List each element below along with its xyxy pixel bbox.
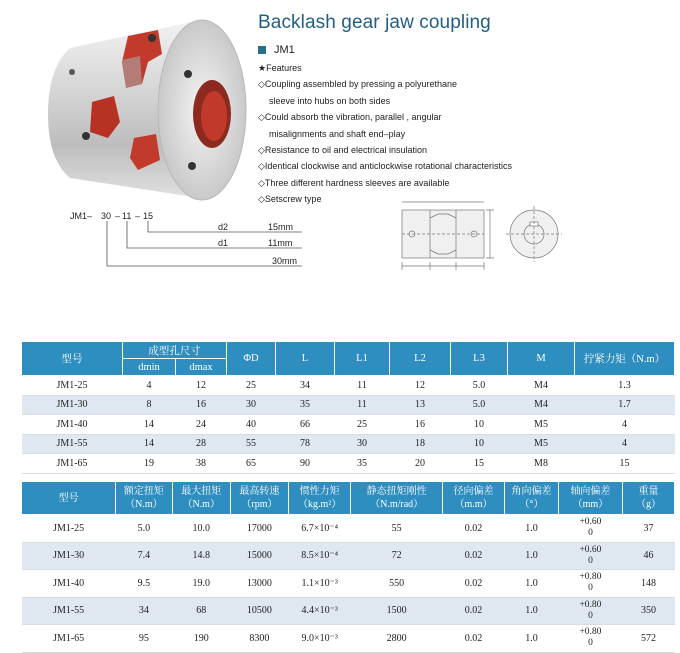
cell-weight: 572 [622, 625, 674, 653]
code-sep: – [135, 211, 141, 221]
th-angular [505, 482, 559, 515]
axial-lower: 0 [588, 528, 593, 539]
table-row [22, 434, 675, 454]
technical-drawing [382, 192, 572, 277]
cell-max: 190 [172, 625, 230, 653]
table-row [22, 625, 675, 653]
cell-dmin: 14 [123, 415, 176, 435]
cell-inertia: 6.7×10⁻⁴ [289, 515, 351, 543]
th-label: 最高转速 [239, 486, 280, 497]
code-part-2: 11 [122, 211, 132, 221]
cell-L: 90 [276, 454, 335, 474]
cell-model: JM1-25 [22, 376, 123, 396]
cell-inertia: 1.1×10⁻³ [289, 570, 351, 598]
cell-od: 55 [227, 434, 276, 454]
th-label: 径向偏差 [453, 486, 494, 497]
cell-L: 66 [276, 415, 335, 435]
code-part-1: 30 [101, 211, 112, 221]
cell-speed: 10500 [230, 597, 288, 625]
cell-L1: 11 [335, 376, 390, 396]
cell-stiff: 1500 [351, 597, 443, 625]
cell-M: M4 [508, 395, 575, 415]
cell-dmax: 16 [176, 395, 227, 415]
cell-model: JM1-40 [22, 415, 123, 435]
cell-speed: 13000 [230, 570, 288, 598]
th-unit: （g） [635, 499, 661, 510]
table-row [22, 542, 675, 570]
cell-axial [558, 597, 622, 625]
cell-rated: 9.5 [116, 570, 172, 598]
cell-dmin: 14 [123, 434, 176, 454]
th-weight [622, 482, 674, 515]
table-row [22, 376, 675, 396]
th-radial [442, 482, 504, 515]
th-L3: L3 [451, 342, 508, 376]
performance-table [21, 481, 675, 653]
cell-od: 40 [227, 415, 276, 435]
cell-dmin: 8 [123, 395, 176, 415]
code-sep: – [115, 211, 121, 221]
cell-dmin: 4 [123, 376, 176, 396]
d1-label: d1 [218, 238, 229, 248]
th-label: 惯性力矩 [299, 486, 340, 497]
cell-L3: 15 [451, 454, 508, 474]
model-square-icon [258, 46, 266, 54]
th-inertia [289, 482, 351, 515]
th-unit: （N.m） [125, 499, 163, 510]
features-heading: ★Features [258, 63, 302, 73]
cell-weight: 37 [622, 515, 674, 543]
cell-angular: 1.0 [505, 625, 559, 653]
th-unit: （mm） [572, 499, 609, 510]
cell-speed: 17000 [230, 515, 288, 543]
feature-item: ◇Three different hardness sleeves are available [258, 177, 450, 188]
cell-max: 19.0 [172, 570, 230, 598]
dimensions-table [21, 341, 675, 474]
feature-item: ◇Setscrew type [258, 194, 322, 205]
th-torque: 拧紧力矩（N.m） [575, 342, 675, 376]
cell-L3: 5.0 [451, 395, 508, 415]
cell-dmax: 24 [176, 415, 227, 435]
th-rated-torque [116, 482, 172, 515]
cell-L1: 30 [335, 434, 390, 454]
cell-torque: 4 [575, 415, 675, 435]
cell-inertia: 8.5×10⁻⁴ [289, 542, 351, 570]
cell-stiff: 550 [351, 570, 443, 598]
cell-M: M4 [508, 376, 575, 396]
axial-upper: +0.60 [579, 544, 602, 555]
cell-angular: 1.0 [505, 515, 559, 543]
table-row [22, 597, 675, 625]
cell-angular: 1.0 [505, 542, 559, 570]
th-unit: （N.m/rad） [370, 499, 424, 510]
cell-L1: 11 [335, 395, 390, 415]
order-code-diagram [70, 208, 330, 278]
axial-lower: 0 [588, 638, 593, 649]
cell-M: M5 [508, 415, 575, 435]
feature-item: misalignments and shaft end–play [269, 128, 406, 139]
axial-upper: +0.80 [579, 627, 602, 638]
cell-L2: 13 [390, 395, 451, 415]
th-bore: 成型孔尺寸 [123, 342, 227, 359]
code-prefix: JM1– [70, 211, 93, 221]
cell-weight: 46 [622, 542, 674, 570]
cell-M: M5 [508, 434, 575, 454]
th-unit: （rpm） [241, 499, 278, 510]
cell-L2: 12 [390, 376, 451, 396]
th-stiffness [351, 482, 443, 515]
cell-L2: 16 [390, 415, 451, 435]
cell-L3: 10 [451, 434, 508, 454]
feature-item: ◇Could absorb the vibration, parallel , angular [258, 112, 442, 123]
cell-L1: 25 [335, 415, 390, 435]
th-max-speed [230, 482, 288, 515]
table-row [22, 515, 675, 543]
th-label: 额定扭矩 [123, 486, 164, 497]
cell-L1: 35 [335, 454, 390, 474]
th-label: 角向偏差 [511, 486, 552, 497]
axial-lower: 0 [588, 583, 593, 594]
table-row [22, 395, 675, 415]
cell-max: 68 [172, 597, 230, 625]
cell-model: JM1-25 [22, 515, 116, 543]
th-M: M [508, 342, 575, 376]
th-label: 型号 [58, 492, 79, 504]
cell-model: JM1-55 [22, 434, 123, 454]
th-label: 重量 [638, 486, 659, 497]
page-title: Backlash gear jaw coupling [258, 12, 491, 33]
cell-L2: 20 [390, 454, 451, 474]
cell-torque: 4 [575, 434, 675, 454]
cell-torque: 1.7 [575, 395, 675, 415]
model-label: JM1 [274, 44, 295, 56]
cell-torque: 1.3 [575, 376, 675, 396]
cell-max: 10.0 [172, 515, 230, 543]
cell-max: 14.8 [172, 542, 230, 570]
cell-stiff: 2800 [351, 625, 443, 653]
cell-dmax: 28 [176, 434, 227, 454]
th-dmax: dmax [176, 359, 227, 376]
model-tag [258, 44, 295, 56]
axial-upper: +0.80 [579, 572, 602, 583]
cell-L2: 18 [390, 434, 451, 454]
th-model: 型号 [22, 342, 123, 376]
cell-speed: 8300 [230, 625, 288, 653]
th-L: L [276, 342, 335, 376]
cell-angular: 1.0 [505, 570, 559, 598]
d2-label: d2 [218, 222, 229, 232]
cell-inertia: 4.4×10⁻³ [289, 597, 351, 625]
cell-od: 25 [227, 376, 276, 396]
cell-angular: 1.0 [505, 597, 559, 625]
th-max-torque [172, 482, 230, 515]
th-dmin: dmin [123, 359, 176, 376]
cell-radial: 0.02 [442, 515, 504, 543]
cell-model: JM1-65 [22, 454, 123, 474]
th-axial [558, 482, 622, 515]
th-unit: （N.m） [182, 499, 220, 510]
cell-axial [558, 625, 622, 653]
th-unit: （m.m） [454, 499, 493, 510]
cell-weight: 350 [622, 597, 674, 625]
th-L2: L2 [390, 342, 451, 376]
th-label: 轴向偏差 [570, 486, 611, 497]
cell-speed: 15000 [230, 542, 288, 570]
feature-item: ◇Resistance to oil and electrical insulation [258, 145, 428, 156]
th-model [22, 482, 116, 515]
cell-axial [558, 570, 622, 598]
cell-rated: 7.4 [116, 542, 172, 570]
d1-value: 11mm [268, 238, 293, 248]
cell-L: 34 [276, 376, 335, 396]
cell-model: JM1-30 [22, 395, 123, 415]
feature-item: ◇Coupling assembled by pressing a polyurethane [258, 79, 458, 90]
cell-model: JM1-30 [22, 542, 116, 570]
cell-L3: 5.0 [451, 376, 508, 396]
cell-M: M8 [508, 454, 575, 474]
cell-dmax: 38 [176, 454, 227, 474]
cell-stiff: 72 [351, 542, 443, 570]
axial-lower: 0 [588, 555, 593, 566]
table-row [22, 454, 675, 474]
table-row [22, 415, 675, 435]
cell-od: 65 [227, 454, 276, 474]
cell-L: 78 [276, 434, 335, 454]
cell-inertia: 9.0×10⁻³ [289, 625, 351, 653]
cell-axial [558, 542, 622, 570]
cell-model: JM1-55 [22, 597, 116, 625]
cell-model: JM1-40 [22, 570, 116, 598]
axial-lower: 0 [588, 610, 593, 621]
th-od: ΦD [227, 342, 276, 376]
axial-upper: +0.60 [579, 517, 602, 528]
cell-radial: 0.02 [442, 570, 504, 598]
cell-rated: 34 [116, 597, 172, 625]
cell-radial: 0.02 [442, 625, 504, 653]
cell-L3: 10 [451, 415, 508, 435]
cell-rated: 5.0 [116, 515, 172, 543]
feature-item: ◇Identical clockwise and anticlockwise rotational characteristics [258, 161, 513, 172]
features-list [258, 60, 512, 208]
length-value: 30mm [272, 256, 298, 266]
axial-upper: +0.80 [579, 599, 602, 610]
cell-model: JM1-65 [22, 625, 116, 653]
feature-item: sleeve into hubs on both sides [269, 95, 391, 106]
table-row [22, 570, 675, 598]
th-unit: （kg.m²） [298, 499, 342, 510]
th-unit: （°） [519, 499, 544, 510]
cell-weight: 148 [622, 570, 674, 598]
th-label: 最大扭矩 [181, 486, 222, 497]
cell-torque: 15 [575, 454, 675, 474]
th-L1: L1 [335, 342, 390, 376]
cell-axial [558, 515, 622, 543]
d2-value: 15mm [268, 222, 294, 232]
cell-dmin: 19 [123, 454, 176, 474]
cell-rated: 95 [116, 625, 172, 653]
cell-L: 35 [276, 395, 335, 415]
cell-radial: 0.02 [442, 542, 504, 570]
coupling-product-image [30, 10, 255, 205]
cell-stiff: 55 [351, 515, 443, 543]
cell-dmax: 12 [176, 376, 227, 396]
code-part-3: 15 [143, 211, 154, 221]
cell-radial: 0.02 [442, 597, 504, 625]
th-label: 静态扭矩刚性 [366, 486, 427, 497]
cell-od: 30 [227, 395, 276, 415]
